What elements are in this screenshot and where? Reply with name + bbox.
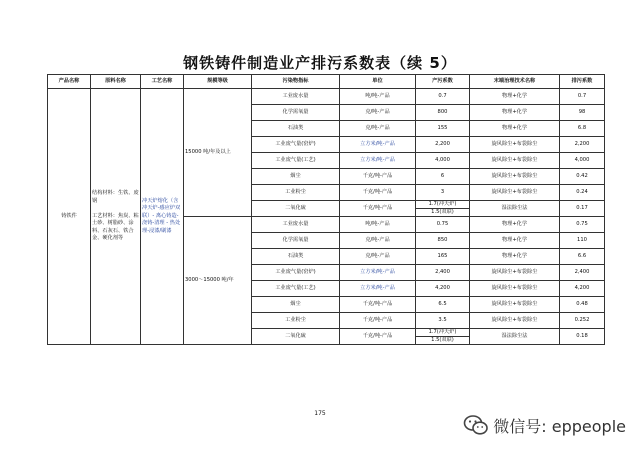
emission-coef-cell: 0.75 — [560, 217, 605, 233]
header-emission-coef: 排污系数 — [560, 75, 605, 89]
generation-coef-cell: 6 — [416, 169, 470, 185]
indicator-cell: 石油类 — [252, 249, 340, 265]
header-product: 产品名称 — [48, 75, 91, 89]
header-generation-coef: 产污系数 — [416, 75, 470, 89]
scale-cell: 15000 吨/年及以上 — [184, 89, 252, 217]
treatment-tech-cell: 物理+化学 — [470, 249, 560, 265]
emission-coef-cell: 0.18 — [560, 329, 605, 345]
emission-coef-cell: 6.8 — [560, 121, 605, 137]
generation-coef-cell: 4,200 — [416, 281, 470, 297]
page-number: 175 — [314, 410, 326, 417]
generation-coef-cell: 2,400 — [416, 265, 470, 281]
header-scale: 规模等级 — [184, 75, 252, 89]
coef-duplex: 1.5(双联) — [431, 209, 454, 215]
treatment-tech-cell: 旋风除尘+布袋除尘 — [470, 313, 560, 329]
treatment-tech-cell: 物理+化学 — [470, 233, 560, 249]
page-title: 钢铁铸件制造业产排污系数表（续 5） — [183, 54, 457, 72]
generation-coef-cell: 2,200 — [416, 137, 470, 153]
indicator-cell: 工业废水量 — [252, 89, 340, 105]
generation-coef-cell: 155 — [416, 121, 470, 137]
indicator-cell: 工业废气量(窑炉) — [252, 265, 340, 281]
coef-cupola: 1.7(冲天炉) — [416, 201, 469, 209]
indicator-cell: 工业废气量(工艺) — [252, 153, 340, 169]
emission-coef-cell: 0.48 — [560, 297, 605, 313]
treatment-tech-cell: 旋风除尘+布袋除尘 — [470, 169, 560, 185]
treatment-tech-cell: 旋风除尘+布袋除尘 — [470, 297, 560, 313]
header-material: 原料名称 — [91, 75, 141, 89]
watermark-text: 微信号: eppeople — [493, 416, 626, 436]
unit-cell: 立方米/吨-产品 — [340, 137, 416, 153]
header-process: 工艺名称 — [141, 75, 184, 89]
unit-cell: 克/吨-产品 — [340, 105, 416, 121]
emission-coef-cell: 2,400 — [560, 265, 605, 281]
treatment-tech-cell: 旋风除尘+布袋除尘 — [470, 265, 560, 281]
coef-duplex: 1.5(双联) — [431, 337, 454, 343]
indicator-cell: 工业粉尘 — [252, 185, 340, 201]
table-header-row — [48, 75, 605, 89]
generation-coef-cell — [416, 201, 470, 217]
generation-coef-cell: 3.5 — [416, 313, 470, 329]
treatment-tech-cell: 物理+化学 — [470, 121, 560, 137]
indicator-cell: 化学需氧量 — [252, 233, 340, 249]
indicator-cell: 烟尘 — [252, 169, 340, 185]
unit-cell: 立方米/吨-产品 — [340, 153, 416, 169]
emission-coef-cell: 6.6 — [560, 249, 605, 265]
indicator-cell: 工业粉尘 — [252, 313, 340, 329]
treatment-tech-cell: 物理+化学 — [470, 105, 560, 121]
emission-coef-cell: 2,200 — [560, 137, 605, 153]
unit-cell: 克/吨-产品 — [340, 249, 416, 265]
unit-cell: 立方米/吨-产品 — [340, 265, 416, 281]
emission-coef-cell: 0.42 — [560, 169, 605, 185]
process-cell: 冲天炉熔化（含冲天炉-感应炉双联）- 离心铸造-浇铸-清理 - 热处理-浸漆/刷漆 — [141, 89, 184, 345]
emission-coef-cell: 0.252 — [560, 313, 605, 329]
treatment-tech-cell: 旋风除尘+布袋除尘 — [470, 153, 560, 169]
coef-cupola: 1.7(冲天炉) — [416, 329, 469, 337]
generation-coef-cell — [416, 329, 470, 345]
generation-coef-cell: 0.7 — [416, 89, 470, 105]
unit-cell: 千克/吨-产品 — [340, 297, 416, 313]
treatment-tech-cell: 物理+化学 — [470, 89, 560, 105]
unit-cell: 吨/吨-产品 — [340, 217, 416, 233]
treatment-tech-cell: 旋风除尘+布袋除尘 — [470, 137, 560, 153]
unit-cell: 千克/吨-产品 — [340, 313, 416, 329]
unit-cell: 千克/吨-产品 — [340, 329, 416, 345]
generation-coef-cell: 0.75 — [416, 217, 470, 233]
emission-coef-cell: 0.7 — [560, 89, 605, 105]
generation-coef-cell: 3 — [416, 185, 470, 201]
emission-coef-cell: 0.24 — [560, 185, 605, 201]
unit-cell: 克/吨-产品 — [340, 233, 416, 249]
generation-coef-cell: 6.5 — [416, 297, 470, 313]
treatment-tech-cell: 旋风除尘+布袋除尘 — [470, 185, 560, 201]
header-indicator: 污染物指标 — [252, 75, 340, 89]
unit-cell: 吨/吨-产品 — [340, 89, 416, 105]
watermark — [463, 413, 626, 437]
indicator-cell: 工业废水量 — [252, 217, 340, 233]
emission-coefficient-table — [47, 74, 605, 345]
scale-cell: 3000～15000 吨/年 — [184, 217, 252, 345]
indicator-cell: 二氧化硫 — [252, 201, 340, 217]
indicator-cell: 石油类 — [252, 121, 340, 137]
indicator-cell: 工业废气量(窑炉) — [252, 137, 340, 153]
emission-coef-cell: 110 — [560, 233, 605, 249]
emission-coef-cell: 4,000 — [560, 153, 605, 169]
material-cell: 结构材料：生铁、废钢 工艺材料：焦炭、粘土砂、树脂砂、涂料、石灰石、铁合金、硬化剂等 — [91, 89, 141, 345]
treatment-tech-cell: 湿法除尘法 — [470, 201, 560, 217]
emission-coef-cell: 98 — [560, 105, 605, 121]
wechat-logo-icon — [463, 413, 489, 437]
treatment-tech-cell: 旋风除尘+布袋除尘 — [470, 281, 560, 297]
treatment-tech-cell: 物理+化学 — [470, 217, 560, 233]
indicator-cell: 化学需氧量 — [252, 105, 340, 121]
generation-coef-cell: 850 — [416, 233, 470, 249]
emission-coef-cell: 0.17 — [560, 201, 605, 217]
table-row — [48, 89, 605, 105]
unit-cell: 千克/吨-产品 — [340, 201, 416, 217]
generation-coef-cell: 800 — [416, 105, 470, 121]
generation-coef-cell: 165 — [416, 249, 470, 265]
header-treatment-tech: 末端治理技术名称 — [470, 75, 560, 89]
indicator-cell: 烟尘 — [252, 297, 340, 313]
generation-coef-cell: 4,000 — [416, 153, 470, 169]
header-unit: 单位 — [340, 75, 416, 89]
emission-coef-cell: 4,200 — [560, 281, 605, 297]
unit-cell: 克/吨-产品 — [340, 121, 416, 137]
unit-cell: 千克/吨-产品 — [340, 169, 416, 185]
indicator-cell: 工业废气量(工艺) — [252, 281, 340, 297]
indicator-cell: 二氧化硫 — [252, 329, 340, 345]
unit-cell: 立方米/吨-产品 — [340, 281, 416, 297]
product-cell: 铸铁件 — [48, 89, 91, 345]
unit-cell: 千克/吨-产品 — [340, 185, 416, 201]
treatment-tech-cell: 湿法除尘法 — [470, 329, 560, 345]
